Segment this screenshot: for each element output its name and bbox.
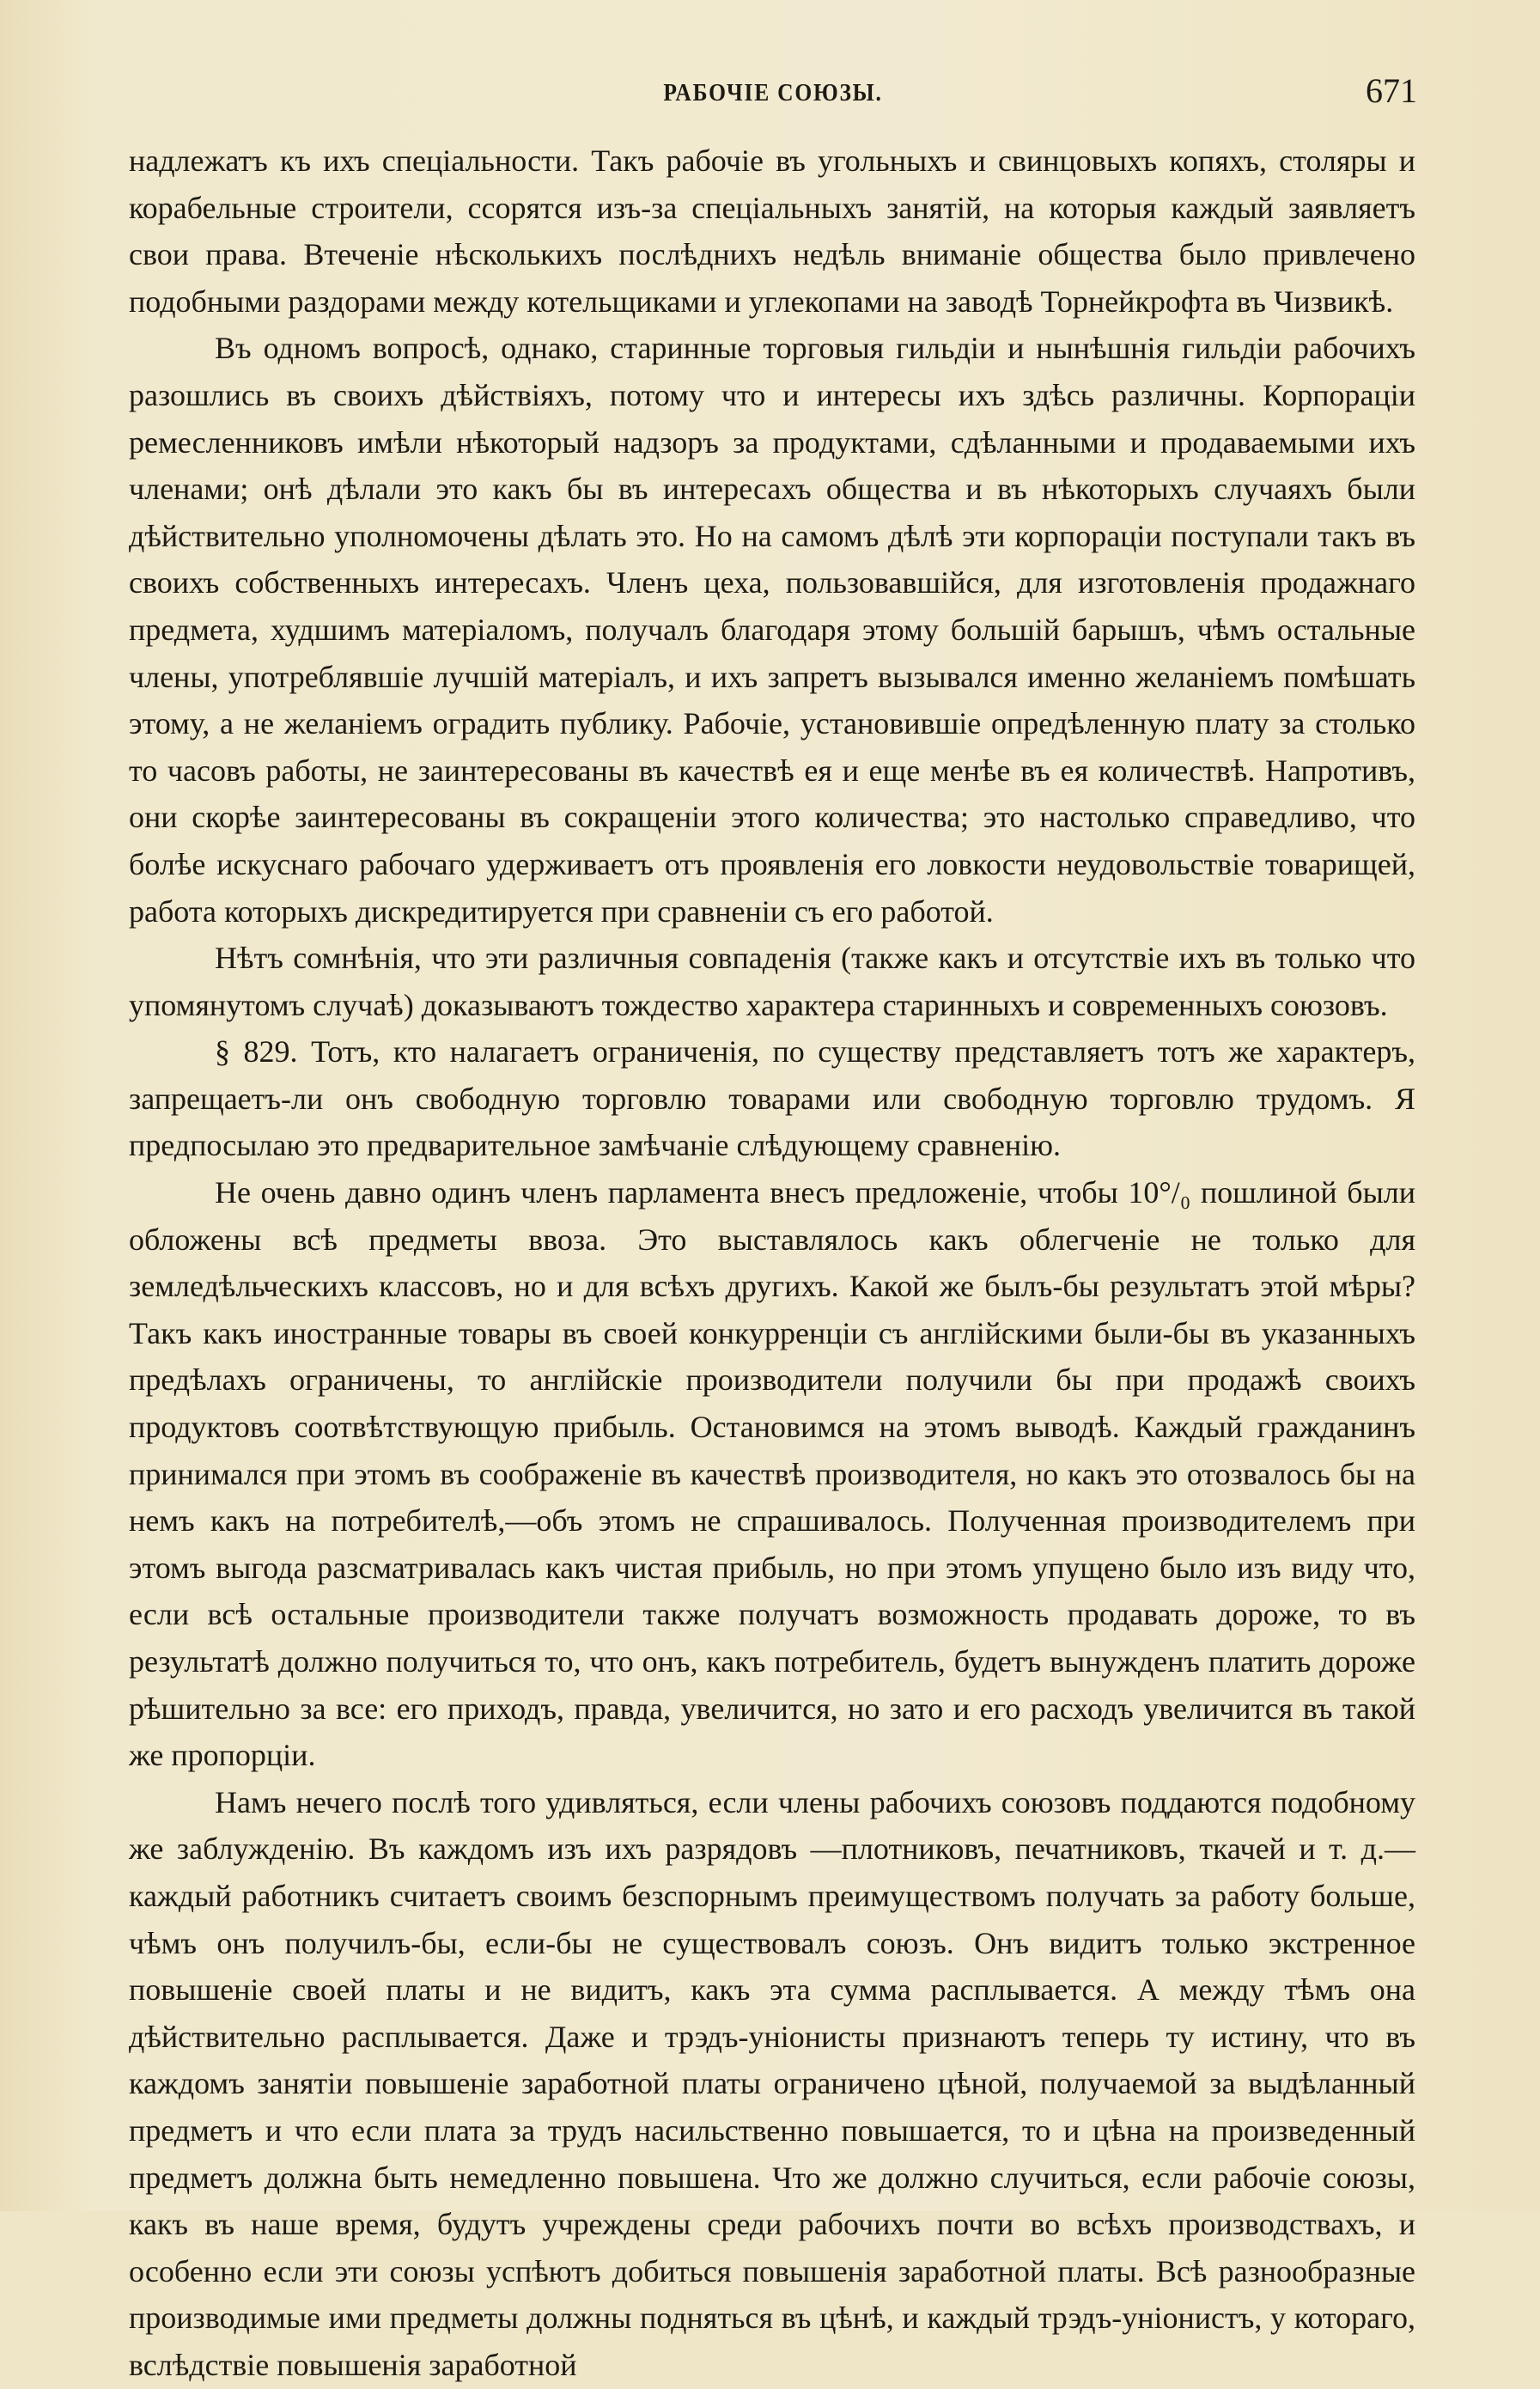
paragraph: Нѣтъ сомнѣнія, что эти различныя совпаденія (также какъ и отсутствіе ихъ въ только что упомянутомъ случаѣ) доказываютъ тождество характера старинныхъ и современныхъ союзовъ. [129,941,1415,1022]
paragraph: Въ одномъ вопросѣ, однако, старинные торговыя гильдіи и нынѣшнія гильдіи рабочихъ разошлись въ своихъ дѣйствіяхъ, потому что и интересы ихъ здѣсь различны. Корпораціи ремесленниковъ имѣли нѣкоторый надзоръ за продуктами, сдѣланными и продаваемыми ихъ членами; онѣ дѣлали это какъ бы въ интересахъ общества и въ нѣкоторыхъ случаяхъ были дѣйствительно уполномочены дѣлать это. Но на самомъ дѣлѣ эти корпораціи поступали такъ въ своихъ собственныхъ интересахъ. Членъ цеха, пользовавшійся, для изготовленія продажнаго предмета, худшимъ матеріаломъ, получалъ благодаря этому большій барышъ, чѣмъ остальные члены, употреблявшіе лучшій матеріалъ, и ихъ запретъ вызывался именно желаніемъ помѣшать этому, а не желаніемъ оградить публику. Рабочіе, установившіе опредѣленную плату за столько то часовъ работы, не заинтересованы въ качествѣ ея и еще менѣе въ ея количествѣ. Напротивъ, они скорѣе заинтересованы въ сокращеніи этого количества; это настолько справедливо, что болѣе искуснаго рабочаго удерживаетъ отъ проявленія его ловкости неудовольствіе товарищей, работа которыхъ дискредитируется при сравненіи съ его работой. [129,331,1415,929]
running-head: РАБОЧІЕ СОЮЗЫ. [663,79,883,107]
paragraph-continued: надлежатъ къ ихъ спеціальности. Такъ рабочіе въ угольныхъ и свинцовыхъ копяхъ, столяры и корабельные строители, ссорятся изъ-за спеціальныхъ занятій, на которыя каждый заявляетъ свои права. Втеченіе нѣсколькихъ послѣднихъ недѣль вниманіе общества было привлечено подобными раздорами между котельщиками и углекопами на заводѣ Торнейкрофта въ Чизвикѣ. [129,143,1415,319]
section-paragraph: § 829. Тотъ, кто налагаетъ ограниченія, по существу представляетъ тотъ же характеръ, запрещаетъ-ли онъ свободную торговлю товарами или свободную торговлю трудомъ. Я предпосылаю это предварительное замѣчаніе слѣдующему сравненію. [129,1034,1415,1163]
paragraph: Намъ нечего послѣ того удивляться, если члены рабочихъ союзовъ поддаются подобному же заблужденію. Въ каждомъ изъ ихъ разрядовъ —плотниковъ, печатниковъ, ткачей и т. д.—каждый работникъ считаетъ своимъ безспорнымъ преимуществомъ получать за работу больше, чѣмъ онъ получилъ-бы, если-бы не существовалъ союзъ. Онъ видитъ только экстренное повышеніе своей платы и не видитъ, какъ эта сумма расплывается. А между тѣмъ она дѣйствительно расплывается. Даже и трэдъ-уніонисты признаютъ теперь ту истину, что въ каждомъ занятіи повышеніе заработной платы ограничено цѣной, получаемой за выдѣланный предметъ и что если плата за трудъ насильственно повышается, то и цѣна на произведенный предметъ должна быть немедленно повышена. Что же должно случиться, если рабочіе союзы, какъ въ наше время, будутъ учреждены среди рабочихъ почти во всѣхъ производствахъ, и особенно если эти союзы успѣютъ добиться повышенія заработной платы. Всѣ разнообразные производимые ими предметы должны подняться въ цѣнѣ, и каждый трэдъ-уніонистъ, у котораго, вслѣдствіе повышенія заработной [129,1784,1415,2382]
page-header [129,70,1417,122]
page-number: 671 [1366,71,1417,110]
body-text [129,137,1415,2389]
paragraph: Не очень давно одинъ членъ парламента внесъ предложеніе, чтобы 10°/₀ пошлиной были обложены всѣ предметы ввоза. Это выставлялось какъ облегченіе не только для земледѣльческихъ классовъ, но и для всѣхъ другихъ. Какой же былъ-бы результатъ этой мѣры? Такъ какъ иностранные товары въ своей конкурренціи съ англійскими были-бы въ указанныхъ предѣлахъ ограничены, то англійскіе производители получили бы при продажѣ своихъ продуктовъ соотвѣтствующую прибыль. Остановимся на этомъ выводѣ. Каждый гражданинъ принимался при этомъ въ соображеніе въ качествѣ производителя, но какъ это отозвалось бы на немъ какъ на потребителѣ,—объ этомъ не спрашивалось. Полученная производителемъ при этомъ выгода разсматривалась какъ чистая прибыль, но при этомъ упущено было изъ виду что, если всѣ остальные производители также получатъ возможность продавать дороже, то въ результатѣ должно получиться то, что онъ, какъ потребитель, будетъ вынужденъ платить дороже рѣшительно за все: его приходъ, правда, увеличится, но зато и его расходъ увеличится въ такой же пропорціи. [129,1175,1415,1773]
